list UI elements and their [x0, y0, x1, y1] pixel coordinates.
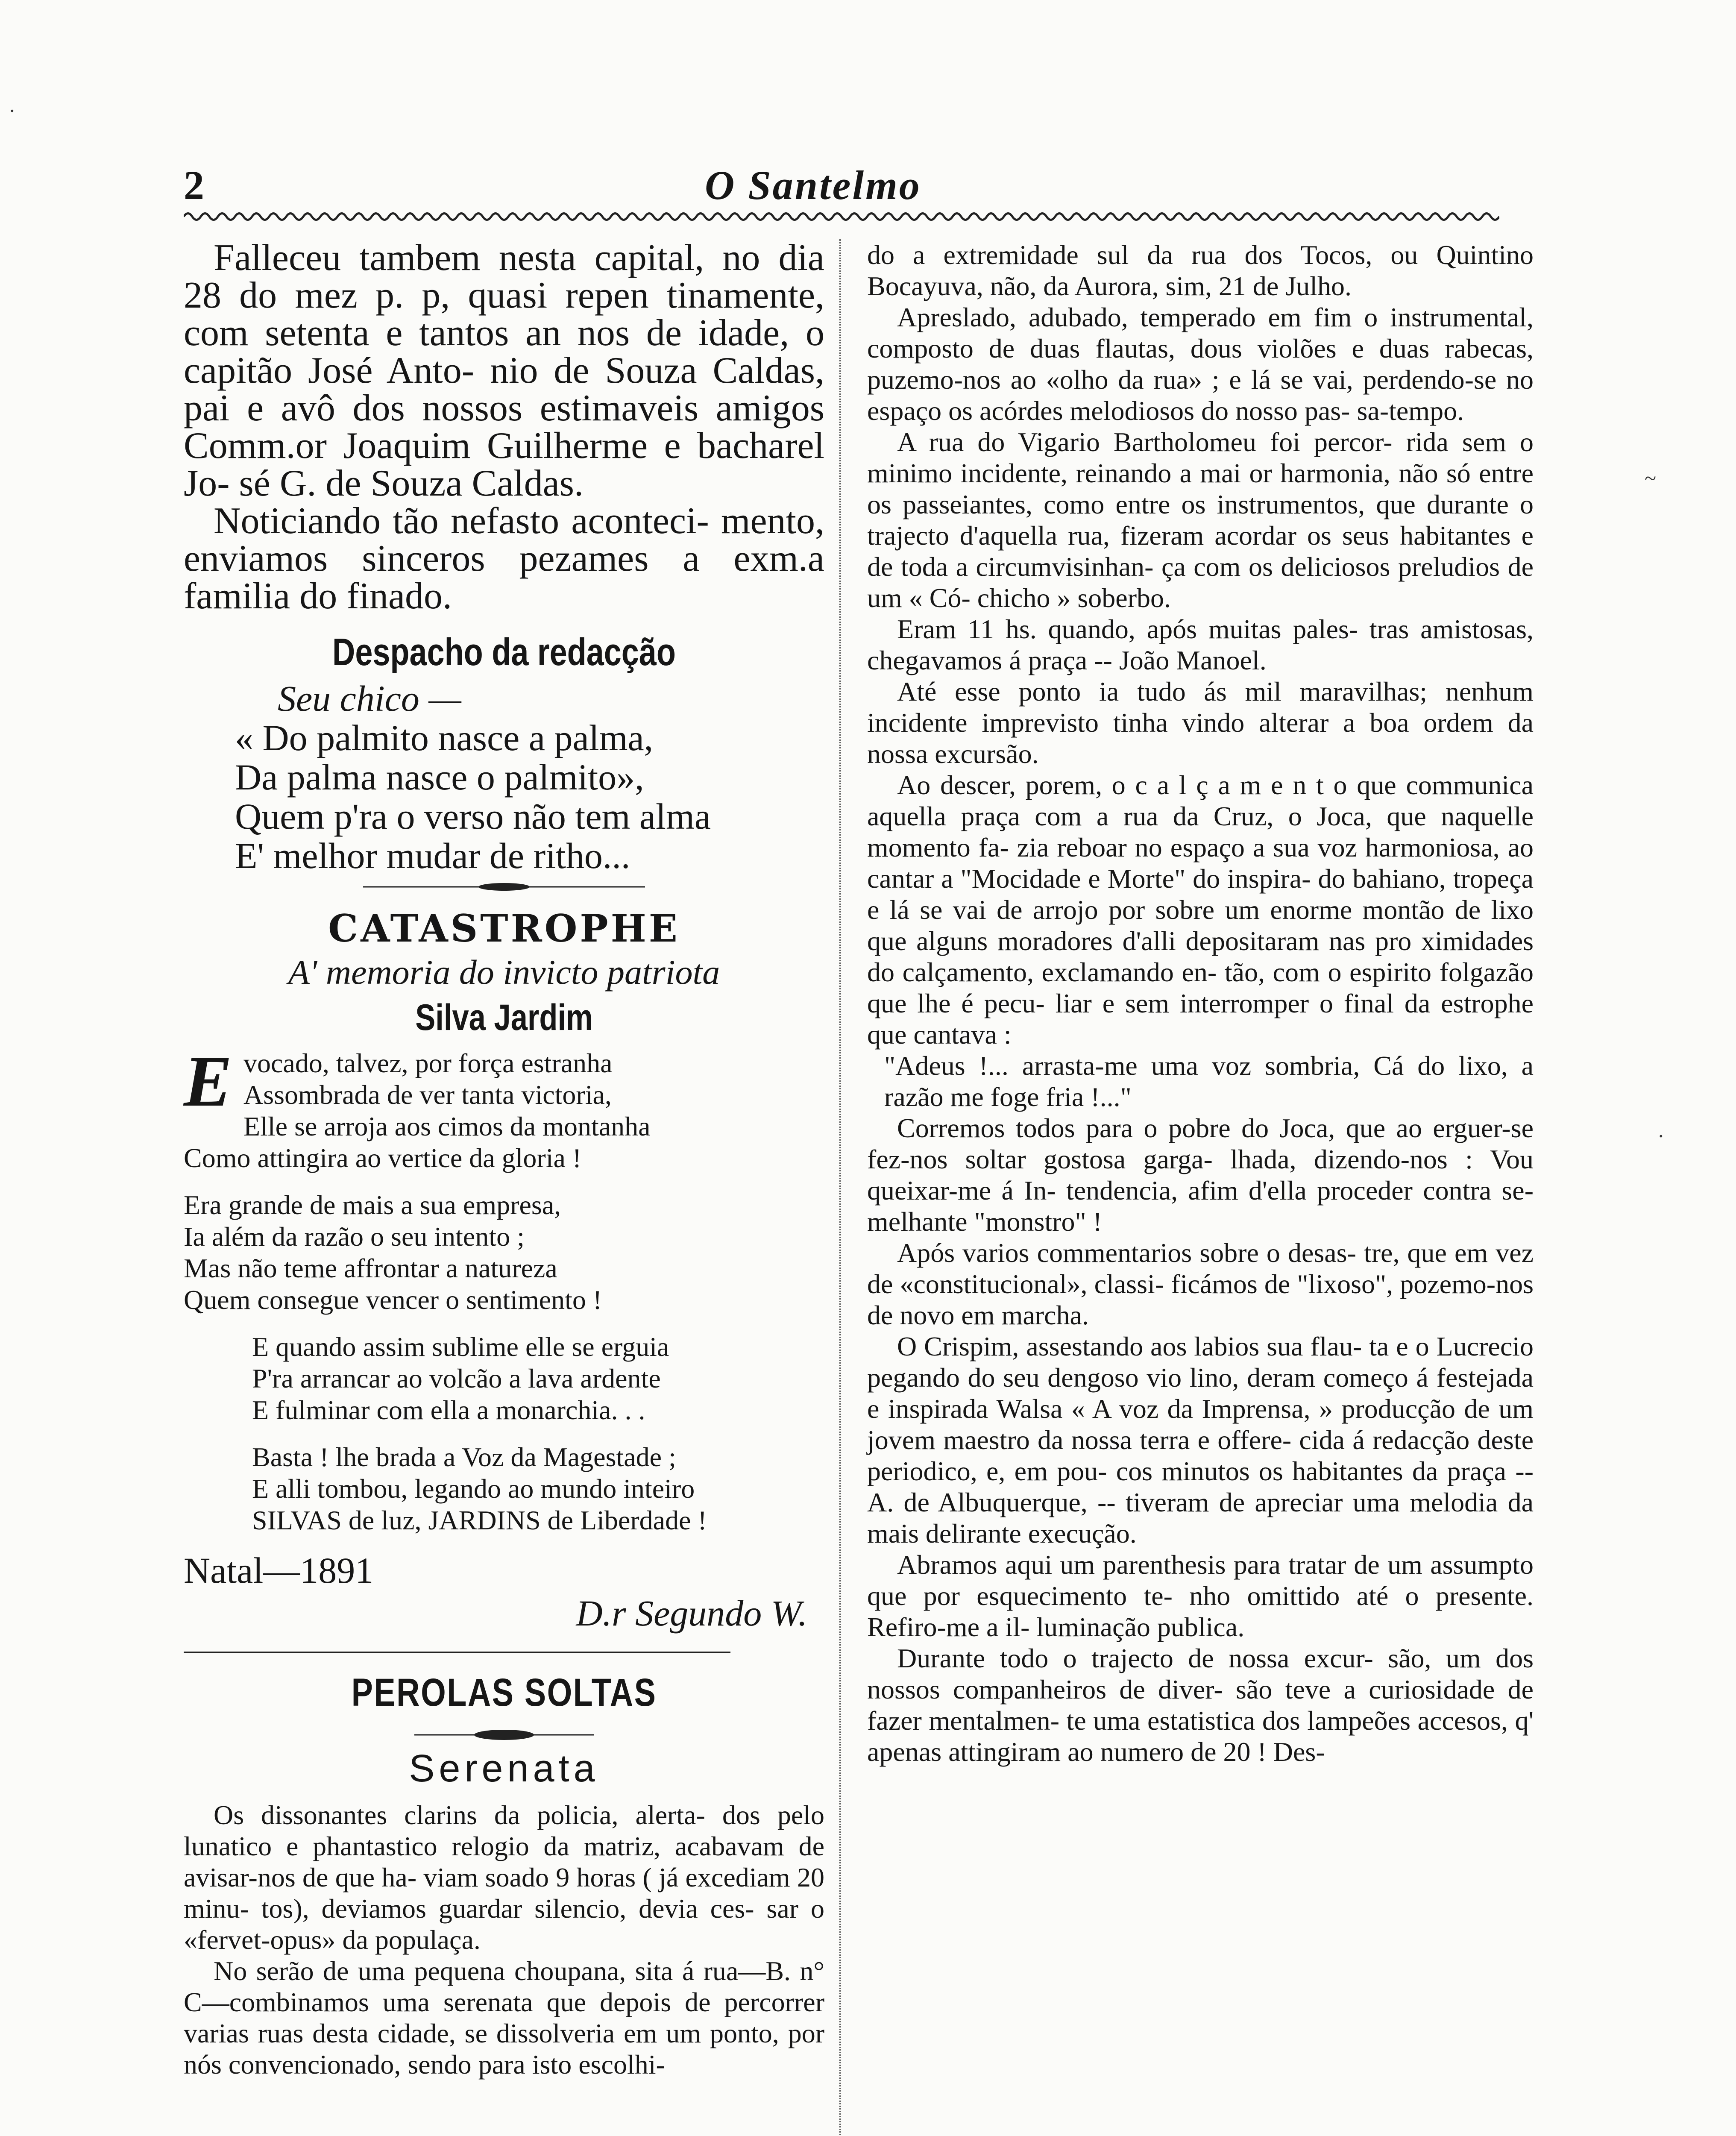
serenata-quote: "Adeus !... arrasta-me uma voz sombria, Cá do lixo, a razão me foge fria !...": [884, 1050, 1534, 1112]
serenata-paragraph: Após varios commentarios sobre o desas- tre, que em vez de «constitucional», classi- ficámos de "lixoso", pozemo-nos de novo em marcha.: [867, 1238, 1534, 1330]
poem-author: D.r Segundo W.: [576, 1593, 807, 1634]
serenata-paragraph-1: Os dissonantes clarins da policia, alerta- dos pelo lunatico e phantastico relogio da matriz, acabavam de avisar-nos de que ha- viam soado 9 horas ( já excediam 20 minu- tos), deviamos guardar silencio, devia ces- sar o «fervet-opus» da populaça.: [184, 1800, 824, 1955]
ornament-icon: [414, 1727, 594, 1743]
poem-line: E quando assim sublime elle se erguia: [252, 1332, 669, 1362]
poem-line: SILVAS de luz, JARDINS de Liberdade !: [252, 1505, 707, 1535]
poem-line: Mas não teme affrontar a natureza: [184, 1253, 557, 1283]
poem-line: E alli tombou, legando ao mundo inteiro: [252, 1473, 695, 1504]
catastrophe-heading: CATASTROPHE: [328, 906, 680, 951]
poem-line: Como attingira ao vertice da gloria !: [184, 1143, 582, 1173]
ornament-rule: [184, 880, 824, 893]
verse-line: E' melhor mudar de ritho...: [235, 835, 630, 876]
page-header: [184, 161, 1499, 208]
wavy-rule: [184, 209, 1499, 224]
serenata-paragraph: O Crispim, assestando aos labios sua flau- ta e o Lucrecio pegando do seu dengoso vio lino, deram começo á festejada e inspirada Walsa « A voz da Imprensa, » producção de um jovem maestro da nossa terra e offere- cida á redacção deste periodico, e, em pou- cos minutos os habitantes da praça -- A. de Albuquerque, -- tiveram de apreciar uma melodia da mais delirante execução.: [867, 1331, 1534, 1549]
right-column: [867, 239, 1534, 1767]
masthead-title: O Santelmo: [705, 162, 921, 208]
margin-speck: ·: [1657, 1124, 1665, 1148]
serenata-paragraph: Ao descer, porem, o c a l ç a m e n t o que communica aquella praça com a rua da Cruz, o Joca, que naquelle momento fa- zia reboar no espaço a sua voz harmoniosa, ao cantar a "Mocidade e Morte" do inspira- do bahiano, tropeça e lá se vai de arrojo por sobre um enorme montão de lixo que alguns moradores d'alli depositaram nas pro ximidades do calçamento, exclamando en- tão, com o espirito folgazão que lhe é pecu- liar e sem interromper o final da estrophe que cantava :: [867, 770, 1534, 1050]
poem-line: Basta ! lhe brada a Voz da Magestade ;: [252, 1442, 676, 1472]
perolas-heading: PEROLAS SOLTAS: [351, 1671, 657, 1714]
obituary-paragraph-2: Noticiando tão nefasto aconteci- mento, enviamos sinceros pezames a exm.a familia do finado.: [184, 500, 824, 617]
serenata-paragraph: Durante todo o trajecto de nossa excur- são, um dos nossos companheiros de diver- são teve a curiosidade de fazer mentalmen- te uma estatistica dos lampeões accesos, q' apenas attingiram ao numero de 20 ! Des-: [867, 1643, 1534, 1767]
poem-line: Era grande de mais a sua empresa,: [184, 1190, 561, 1220]
obituary-paragraph-1: Falleceu tambem nesta capital, no dia 28 do mez p. p, quasi repen tinamente, com setenta e tantos an nos de idade, o capitão José Anto- nio de Souza Caldas, pai e avô dos nossos estimaveis amigos Comm.or Joaquim Guilherme e bacharel Jo- sé G. de Souza Caldas.: [184, 237, 824, 504]
poem-line: Elle se arroja aos cimos da montanha: [243, 1111, 651, 1141]
serenata-paragraph: Eram 11 hs. quando, após muitas pales- tras amistosas, chegavamos á praça -- João Manoel.: [867, 614, 1534, 675]
verse-line: Da palma nasce o palmito»,: [235, 757, 644, 798]
poem-line: Assombrada de ver tanta victoria,: [243, 1080, 612, 1110]
despacho-addressee: Seu chico —: [278, 678, 461, 719]
poem-line: Ia além da razão o seu intento ;: [184, 1221, 525, 1252]
poem-date: Natal—1891: [184, 1550, 374, 1591]
verse-line: « Do palmito nasce a palma,: [235, 717, 654, 758]
poem-line: Quem consegue vencer o sentimento !: [184, 1285, 602, 1315]
serenata-paragraph-2: No serão de uma pequena choupana, sita á rua—B. n° C—combinamos uma serenata que depois de percorrer varias ruas desta cidade, se dissolveria em um ponto, por nós convencionado, sendo para isto escolhi-: [184, 1956, 824, 2080]
serenata-paragraph: A rua do Vigario Bartholomeu foi percor- rida sem o minimo incidente, reinando a mai or harmonia, não só entre os passeiantes, como entre os instrumentos, que durante o trajecto d'aquella rua, fizeram acordar os seus habitantes e de toda a circumvisinhan- ça com os deliciosos preludios de um « Có- chicho » soberbo.: [867, 427, 1534, 613]
serenata-paragraph: Abramos aqui um parenthesis para tratar de um assumpto que por esquecimento te- nho omittido até o presente. Refiro-me a il- luminação publica.: [867, 1549, 1534, 1642]
page-number: 2: [184, 162, 204, 208]
serenata-heading: Serenata: [409, 1747, 599, 1790]
poem-stanza-4: [184, 1441, 824, 1536]
left-column: [184, 239, 824, 2080]
catastrophe-honoree: Silva Jardim: [415, 997, 593, 1038]
poem-stanza-1: [184, 1041, 824, 1174]
serenata-paragraph: Até esse ponto ia tudo ás mil maravilhas; nenhum incidente imprevisto tinha vindo alterar a boa ordem da nossa excursão.: [867, 676, 1534, 769]
despacho-poem: [184, 679, 824, 875]
margin-speck: ~: [1645, 466, 1657, 490]
section-rule: [184, 1652, 730, 1653]
catastrophe-dedication: A' memoria do invicto patriota: [288, 953, 720, 992]
verse-line: Quem p'ra o verso não tem alma: [235, 796, 711, 837]
poem-stanza-2: [184, 1189, 824, 1316]
serenata-continued-paragraph: do a extremidade sul da rua dos Tocos, ou Quintino Bocayuva, não, da Aurora, sim, 21 de Julho.: [867, 240, 1534, 301]
column-divider: [839, 239, 841, 2136]
poem-line: vocado, talvez, por força estranha: [243, 1048, 613, 1078]
margin-speck: ·: [9, 99, 16, 123]
serenata-paragraph: Corremos todos para o pobre do Joca, que ao erguer-se fez-nos soltar gostosa garga- lhada, dizendo-nos : Vou queixar-me á In- tendencia, afim d'ella proceder contra se- melhante "monstro" !: [867, 1113, 1534, 1237]
poem-line: E fulminar com ella a monarchia. . .: [252, 1395, 645, 1425]
poem-line: P'ra arrancar ao volcão a lava ardente: [252, 1363, 661, 1394]
poem-stanza-3: [184, 1331, 824, 1426]
serenata-paragraph: Apreslado, adubado, temperado em fim o instrumental, composto de duas flautas, dous violões e duas rabecas, puzemo-nos ao «olho da rua» ; e lá se vai, perdendo-se no espaço os acórdes melodiosos do nosso pas- sa-tempo.: [867, 302, 1534, 426]
despacho-heading: Despacho da redacção: [332, 631, 676, 674]
dropcap-letter: E: [184, 1041, 232, 1121]
